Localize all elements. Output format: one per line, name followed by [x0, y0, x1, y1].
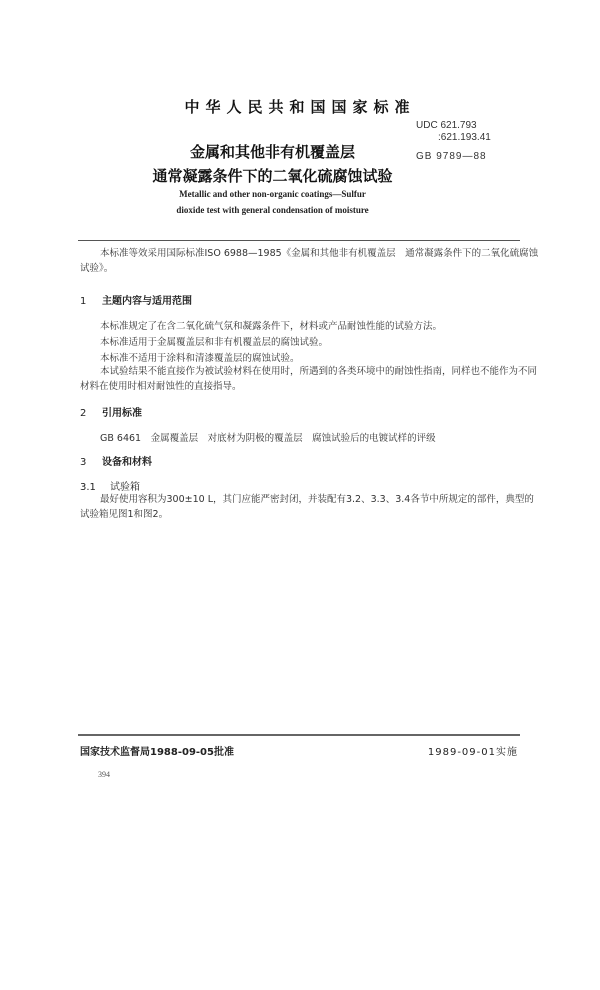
udc-code: UDC 621.793 — [416, 120, 477, 131]
title-zh-line2: 通常凝露条件下的二氧化硫腐蚀试验 — [152, 167, 393, 185]
section-3-heading — [80, 453, 152, 468]
udc-code-2: :621.193.41 — [438, 132, 491, 143]
header-divider — [78, 240, 520, 241]
section-2-heading — [80, 404, 142, 419]
section-number: 2 — [80, 408, 87, 419]
section-1-heading — [80, 292, 192, 307]
section-title: 设备和材料 — [102, 457, 152, 468]
title-en-line1: Metallic and other non-organic coatings—Sulfur — [179, 189, 366, 199]
subsection-3-1-heading — [80, 478, 140, 493]
title-en-line2: dioxide test with general condensation of moisture — [176, 205, 369, 215]
gb-number: GB 9789—88 — [416, 151, 487, 162]
section-title: 主题内容与适用范围 — [102, 296, 192, 307]
intro-paragraph: 本标准等效采用国际标准ISO 6988—1985《金属和其他非有机覆盖层 通常凝露条件下的二氧化硫腐蚀试验》。 — [80, 248, 539, 274]
section-1-para-3: 本标准不适用于涂料和清漆覆盖层的腐蚀试验。 — [100, 353, 300, 364]
title-zh-line1: 金属和其他非有机覆盖层 — [189, 143, 355, 161]
section-1-para-1: 本标准规定了在含二氧化硫气氛和凝露条件下，材料或产品耐蚀性能的试验方法。 — [100, 321, 443, 332]
section-number: 1 — [80, 296, 87, 307]
section-title: 引用标准 — [102, 408, 142, 419]
national-standard-label: 中华人民共和国国家标准 — [184, 98, 416, 116]
section-1-para-4: 本试验结果不能直接作为被试验材料在使用时，所遇到的各类环境中的耐蚀性指南，同样也不能作为不同材料在使用时相对耐蚀性的直接指导。 — [80, 366, 538, 392]
page-number: 394 — [98, 770, 110, 779]
subsection-title: 试验箱 — [110, 482, 140, 493]
section-2-para-1: GB 6461 金属覆盖层 对底材为阴极的覆盖层 腐蚀试验后的电镀试样的评级 — [100, 433, 436, 444]
subsection-number: 3.1 — [80, 482, 96, 493]
section-number: 3 — [80, 457, 87, 468]
subsection-3-1-text: 最好使用容积为300±10 L，其门应能严密封闭，并装配有3.2、3.3、3.4各节中所规定的部件，典型的试验箱见图1和图2。 — [80, 494, 534, 520]
section-1-para-2: 本标准适用于金属覆盖层和非有机覆盖层的腐蚀试验。 — [100, 337, 329, 348]
effective-date: 1989-09-01实施 — [427, 747, 518, 758]
footer-divider — [78, 734, 520, 736]
approval-date: 国家技术监督局1988-09-05批准 — [80, 747, 234, 758]
